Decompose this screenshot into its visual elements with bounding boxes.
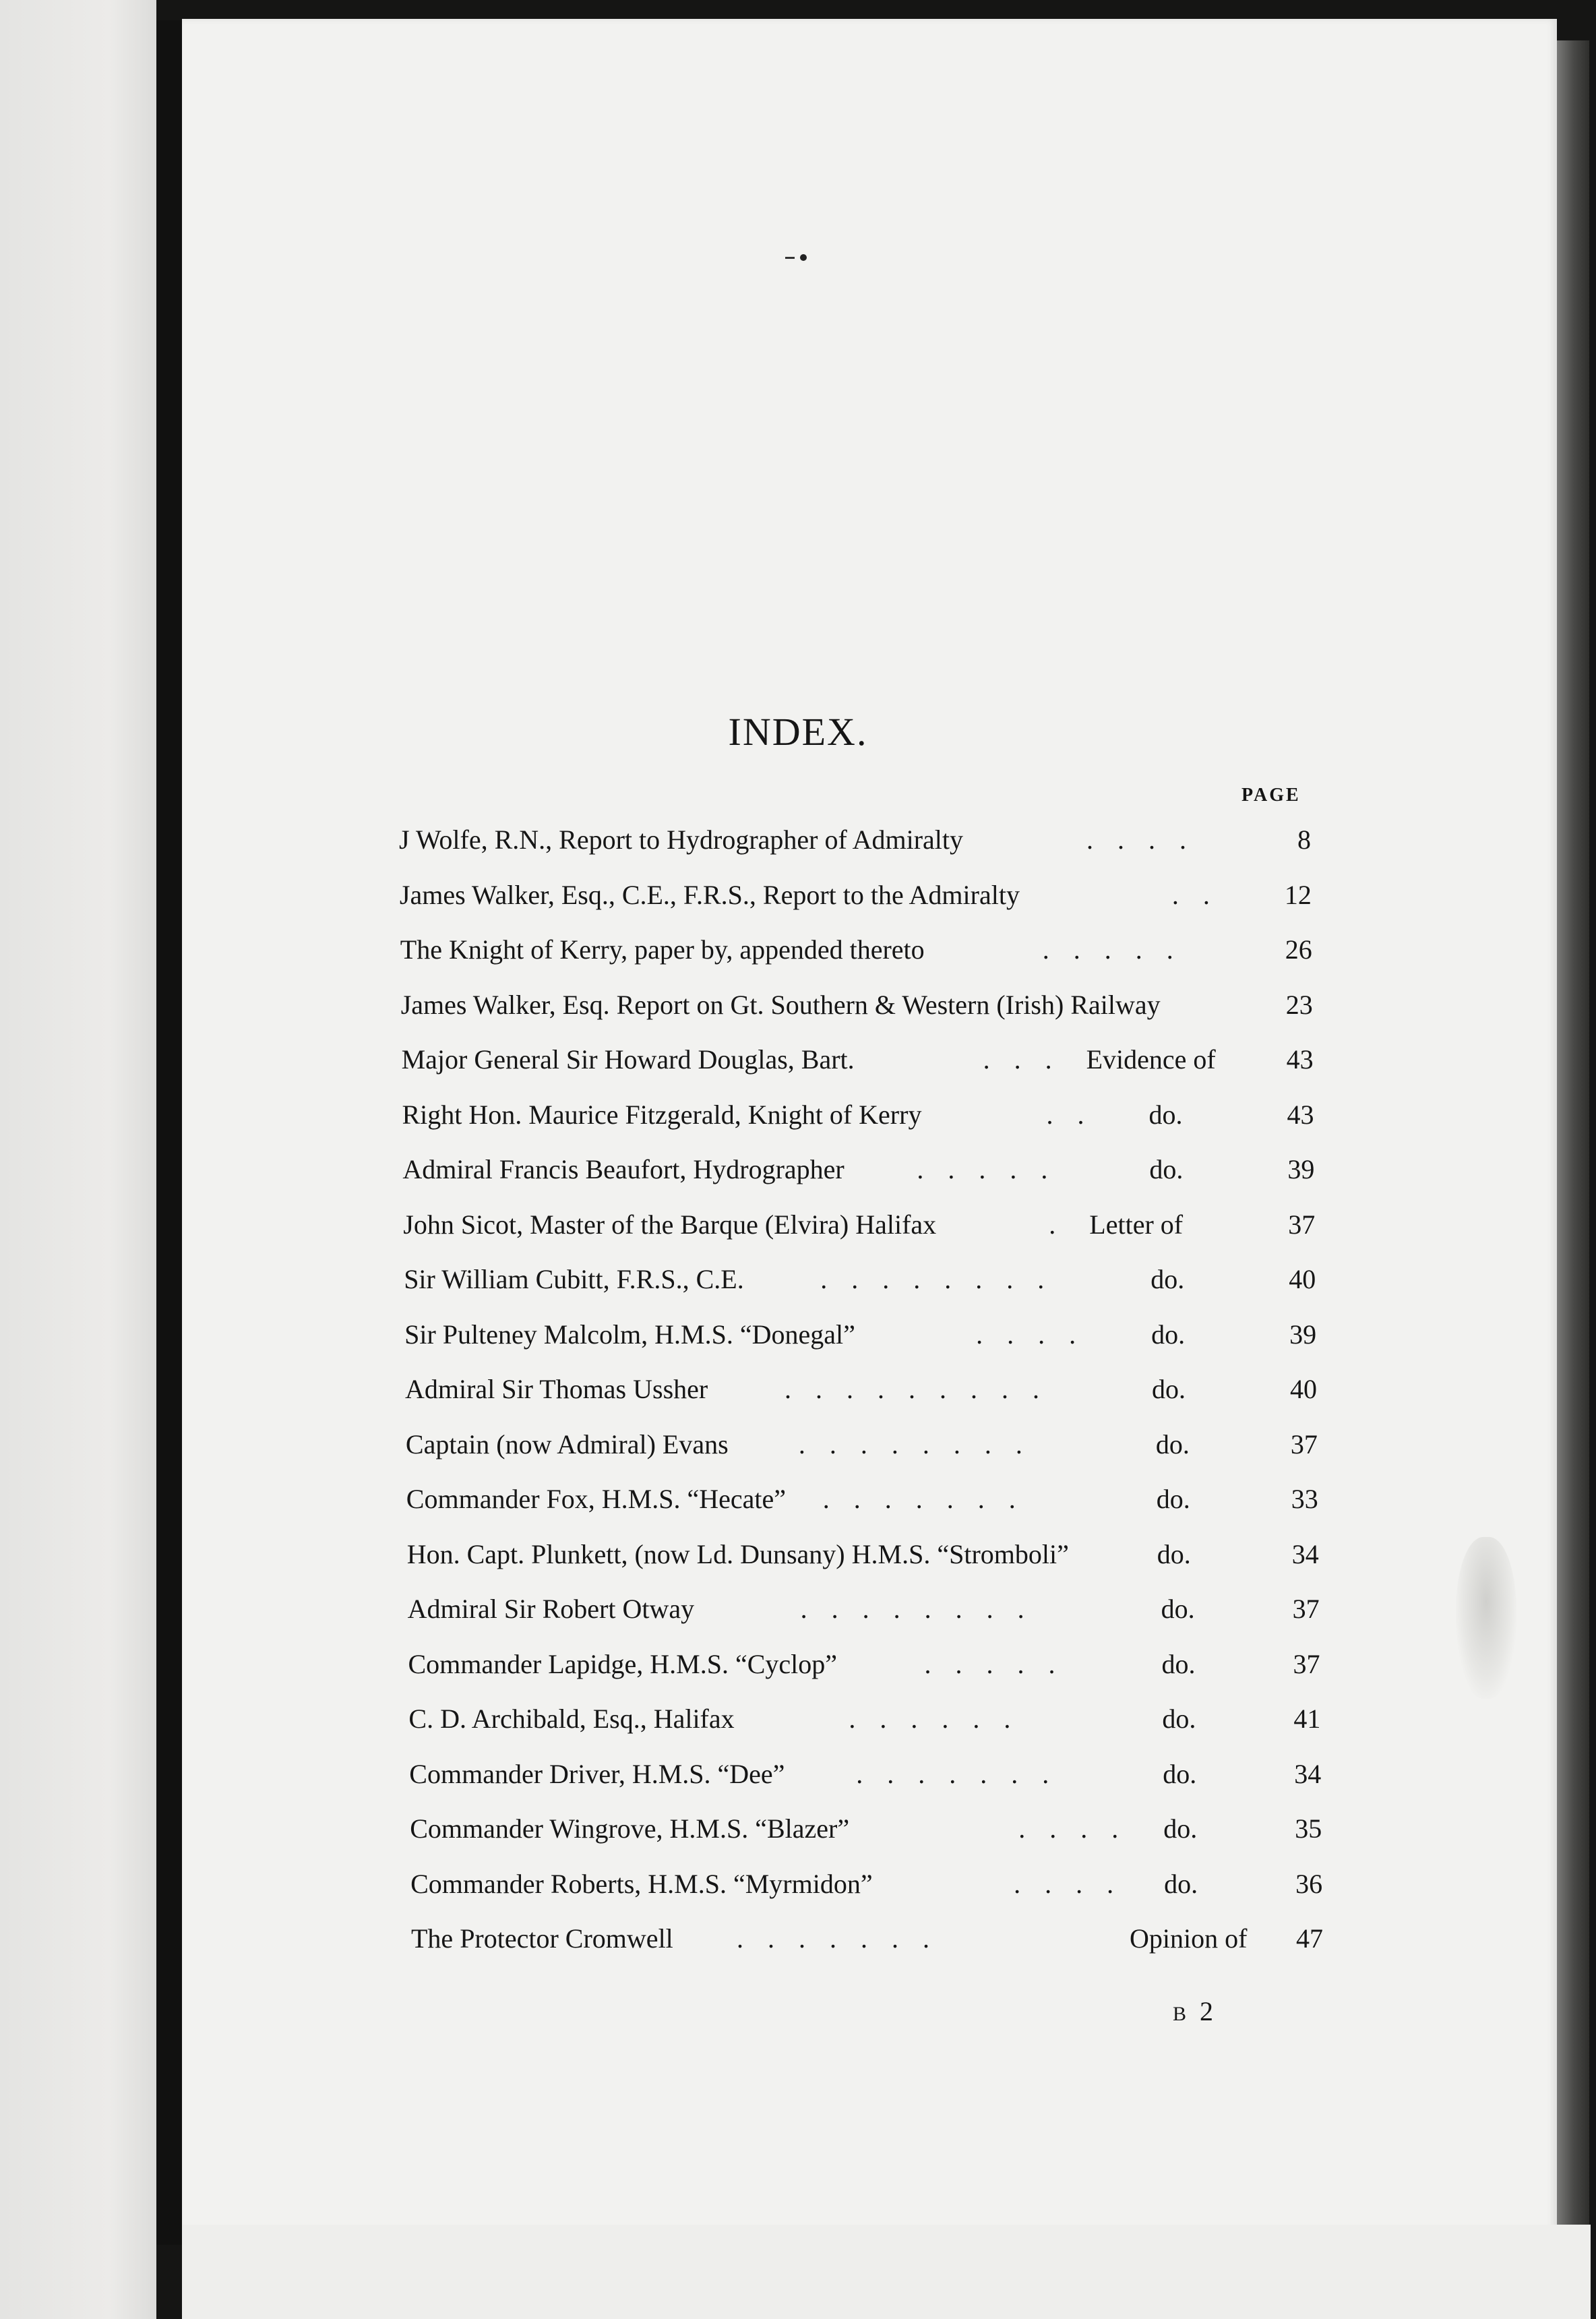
entry-kind: do. (1161, 1648, 1196, 1679)
entry-leaders: . . . . . (924, 1648, 1055, 1679)
entry-name: Commander Roberts, H.M.S. “Myrmidon” (410, 1868, 873, 1899)
entry-page-number: 33 (1291, 1484, 1318, 1514)
entry-kind: do. (1151, 1319, 1186, 1350)
index-entry (399, 824, 1343, 864)
signature-letter: B (1173, 2003, 1190, 2025)
entry-page-number: 37 (1290, 1428, 1318, 1459)
entry-page-number: 34 (1294, 1758, 1322, 1789)
page-column-header: PAGE (1241, 785, 1301, 806)
entry-kind: do. (1163, 1813, 1198, 1844)
entry-name: Admiral Sir Thomas Ussher (405, 1374, 708, 1404)
entry-kind: do. (1157, 1538, 1191, 1569)
index-entry (406, 1483, 1350, 1524)
entry-leaders: . . . . (1086, 824, 1186, 855)
index-entry (411, 1923, 1355, 1963)
entry-name: Captain (now Admiral) Evans (405, 1428, 729, 1459)
entry-kind: do. (1148, 1099, 1183, 1130)
entry-kind: do. (1155, 1428, 1190, 1459)
entry-page-number: 41 (1293, 1704, 1321, 1734)
ink-smudge (1456, 1537, 1516, 1699)
entry-leaders: . . . . . . . . (800, 1594, 1024, 1624)
entry-kind: do. (1162, 1704, 1196, 1734)
index-entry (404, 1319, 1348, 1359)
index-entry (403, 1209, 1347, 1249)
entry-leaders: . . . . . . . . (820, 1264, 1045, 1294)
index-entry (410, 1813, 1353, 1853)
entry-name: Sir Pulteney Malcolm, H.M.S. “Donegal” (404, 1319, 855, 1350)
entry-leaders: . . . . . . . . . (785, 1374, 1039, 1404)
entry-name: Admiral Sir Robert Otway (407, 1594, 695, 1624)
entry-name: Sir William Cubitt, F.R.S., C.E. (404, 1264, 744, 1294)
entry-kind: do. (1164, 1868, 1198, 1899)
entry-page-number: 35 (1295, 1813, 1322, 1844)
entry-kind: do. (1149, 1154, 1184, 1184)
entry-page-number: 37 (1292, 1594, 1320, 1624)
entry-leaders: . (1049, 1209, 1056, 1240)
index-entry (409, 1758, 1353, 1799)
entry-page-number: 39 (1287, 1154, 1315, 1184)
entry-name: Admiral Francis Beaufort, Hydrographer (402, 1154, 845, 1184)
index-entry (405, 1373, 1349, 1414)
entry-name: Major General Sir Howard Douglas, Bart. (401, 1044, 855, 1075)
printer-signature (1173, 1995, 1217, 2027)
entry-page-number: 47 (1296, 1923, 1323, 1954)
index-entry (401, 989, 1345, 1029)
entry-page-number: 40 (1290, 1374, 1317, 1404)
entry-name: Commander Driver, H.M.S. “Dee” (409, 1758, 785, 1789)
index-entry (400, 934, 1344, 974)
entry-name: The Protector Cromwell (411, 1923, 673, 1954)
entry-leaders: . . . . . . . (737, 1923, 929, 1954)
page-right-edge (1557, 40, 1589, 2245)
entry-kind: Opinion of (1130, 1923, 1248, 1954)
entry-leaders: . . (1046, 1099, 1084, 1130)
entry-leaders: . . . . . (917, 1154, 1048, 1184)
entry-leaders: . . . . (1014, 1868, 1114, 1899)
index-entry (400, 879, 1343, 920)
entry-name: Hon. Capt. Plunkett, (now Ld. Dunsany) H.M.S. “Stromboli” (406, 1538, 1069, 1569)
entry-kind: do. (1152, 1374, 1186, 1404)
entry-page-number: 34 (1291, 1538, 1319, 1569)
page-title: INDEX. (728, 710, 868, 754)
entry-name: The Knight of Kerry, paper by, appended thereto (400, 934, 925, 965)
entry-name: James Walker, Esq. Report on Gt. Southern & Western (Irish) Railway (400, 989, 1161, 1020)
entry-leaders: . . . . . . . (822, 1484, 1016, 1514)
entry-page-number: 26 (1285, 934, 1312, 965)
entry-leaders: . . . . (1018, 1813, 1119, 1844)
entry-kind: do. (1161, 1594, 1195, 1624)
entry-page-number: 23 (1285, 989, 1313, 1020)
index-entry (408, 1703, 1352, 1743)
signature-number: 2 (1200, 1996, 1218, 2026)
entry-leaders: . . . . . . (849, 1704, 1011, 1734)
entry-name: John Sicot, Master of the Barque (Elvira) Halifax (403, 1209, 937, 1240)
entry-name: Commander Wingrove, H.M.S. “Blazer” (410, 1813, 850, 1844)
entry-page-number: 43 (1286, 1044, 1314, 1075)
entry-kind: do. (1163, 1758, 1197, 1789)
entry-page-number: 37 (1288, 1209, 1316, 1240)
index-entry (408, 1648, 1352, 1689)
entry-kind: do. (1150, 1264, 1185, 1294)
entry-leaders: . . . . . . . (856, 1758, 1049, 1789)
entry-name: C. D. Archibald, Esq., Halifax (408, 1704, 735, 1734)
index-entry (402, 1099, 1346, 1139)
entry-leaders: . . . (983, 1044, 1052, 1075)
entry-kind: Evidence of (1086, 1044, 1216, 1075)
left-page-leaf (0, 0, 156, 2319)
entry-name: Commander Lapidge, H.M.S. “Cyclop” (408, 1648, 838, 1679)
index-entry (402, 1153, 1346, 1194)
index-entry (406, 1428, 1349, 1469)
printer-mark (785, 253, 812, 262)
entry-page-number: 12 (1284, 879, 1312, 910)
entry-leaders: . . . . . . . . (798, 1428, 1022, 1459)
entry-leaders: . . (1171, 879, 1210, 910)
entry-name: J Wolfe, R.N., Report to Hydrographer of Admiralty (399, 824, 964, 855)
index-entry (410, 1868, 1354, 1908)
entry-page-number: 43 (1287, 1099, 1314, 1130)
entry-name: Commander Fox, H.M.S. “Hecate” (406, 1484, 786, 1514)
index-entry (404, 1263, 1347, 1304)
index-entry (402, 1044, 1345, 1084)
entry-page-number: 40 (1289, 1264, 1316, 1294)
entry-leaders: . . . . . (1042, 934, 1173, 965)
entry-page-number: 8 (1297, 824, 1311, 855)
entry-leaders: . . . . (976, 1319, 1076, 1350)
index-entry (408, 1593, 1351, 1633)
entry-kind: do. (1156, 1484, 1190, 1514)
entry-kind: Letter of (1089, 1209, 1184, 1240)
entry-name: James Walker, Esq., C.E., F.R.S., Report to the Admiralty (399, 879, 1020, 910)
page-bottom-margin (182, 2225, 1591, 2319)
entry-page-number: 37 (1293, 1648, 1320, 1679)
entry-name: Right Hon. Maurice Fitzgerald, Knight of Kerry (402, 1099, 922, 1130)
entry-page-number: 39 (1289, 1319, 1317, 1350)
index-entry (407, 1538, 1351, 1579)
entry-page-number: 36 (1295, 1868, 1323, 1899)
